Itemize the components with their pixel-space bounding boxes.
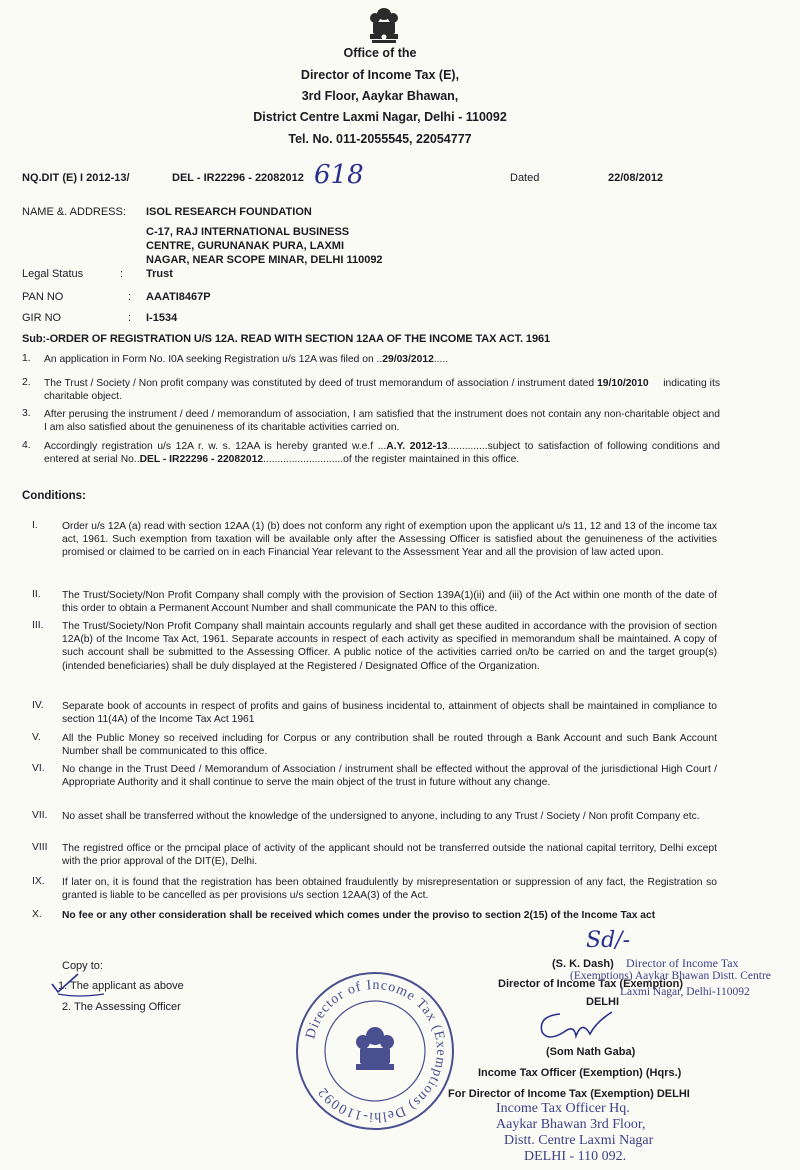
filing-date: 29/03/2012	[382, 354, 434, 365]
condition-number: I.	[32, 520, 38, 531]
handwritten-tick-icon	[48, 970, 108, 1000]
office-heading-line2: Director of Income Tax (E),	[300, 68, 460, 82]
subject-line: Sub:-ORDER OF REGISTRATION U/S 12A. READ WITH SECTION 12AA OF THE INCOME TAX ACT. 1961	[22, 333, 550, 345]
office-heading: Office of the	[343, 46, 417, 60]
point-number: 1.	[22, 353, 31, 364]
condition-number: X.	[32, 909, 42, 920]
director-stamp: Laxmi Nagar, Delhi-110092	[620, 986, 750, 998]
ito-stamp: Aaykar Bhawan 3rd Floor,	[496, 1117, 646, 1132]
condition-1: Order u/s 12A (a) read with section 12AA (1) (b) does not conform any right of exemption upon the applicant u/s 11, 12 and 13 of the income tax act, 1961. Such exemption from taxation will be available only after the Assessing Officer is satisfied about the genuineness of the activities promised or claimed to be carried on in each Financial Year relevant to the Assessment Year and all the provision of law acted upon.	[62, 521, 717, 559]
legal-status-value: Trust	[146, 268, 173, 280]
round-seal-icon	[290, 966, 460, 1136]
dated-label: Dated	[510, 172, 540, 184]
condition-7: No asset shall be transferred without the knowledge of the undersigned to anyone, including to any Trust / Society / Non profit Company etc.	[62, 811, 700, 822]
address-line-3: NAGAR, NEAR SCOPE MINAR, DELHI 110092	[146, 254, 383, 266]
director-stamp: Director of Income Tax	[626, 956, 739, 970]
address-line-1: C-17, RAJ INTERNATIONAL BUSINESS	[146, 226, 350, 238]
ref-code: DEL - IR22296 - 22082012	[172, 172, 304, 184]
office-address: District Centre Laxmi Nagar, Delhi - 110092	[253, 110, 507, 124]
legal-status-label: Legal Status	[22, 268, 84, 280]
condition-number: VI.	[32, 763, 45, 774]
point-number: 4.	[22, 440, 31, 451]
condition-number: VIII	[32, 842, 48, 853]
handwritten-number: 618	[314, 160, 364, 190]
gir-value: I-1534	[146, 312, 178, 324]
pan-value: AAATI8467P	[146, 291, 211, 303]
conditions-heading: Conditions:	[22, 490, 86, 502]
officer-title: Income Tax Officer (Exemption) (Hqrs.)	[478, 1067, 682, 1079]
address-line-2: CENTRE, GURUNANAK PURA, LAXMI	[146, 240, 344, 252]
register-serial: DEL - IR22296 - 22082012	[139, 454, 264, 466]
condition-number: V.	[32, 732, 41, 743]
signature-sd: Sd/-	[586, 928, 630, 953]
condition-number: VII.	[32, 810, 48, 821]
point-4: Accordingly registration u/s 12A r. w. s. 12AA is hereby granted w.e.f ...A.Y. 2012-13..............subject to satisfaction of following conditions and entered at serial No..DEL - IR22296 - 22082012............................of the register maintained in this office.	[44, 441, 720, 466]
ito-stamp: DELHI - 110 092.	[524, 1149, 627, 1164]
ito-stamp: Income Tax Officer Hq.	[496, 1101, 630, 1116]
seal-text: Director of Income Tax (Exemptions) Delhi-110092	[303, 977, 449, 1125]
ref-number: NQ.DIT (E) I 2012-13/	[22, 172, 130, 184]
director-stamp: (Exemptions) Aaykar Bhawan Distt. Centre	[570, 970, 771, 982]
condition-5: All the Public Money so received including for Corpus or any contribution shall be routed through a Bank Account and such Bank Account Number shall be communicated to this office.	[62, 733, 717, 758]
condition-number: III.	[32, 620, 44, 631]
condition-2: The Trust/Society/Non Profit Company shall comply with the provision of Section 139A(1)(ii) and (iii) of the Act within one month of the date of this order to obtain a Permanent Account Number and shall communicate the PAN to this office.	[62, 590, 717, 615]
copy-to-heading: Copy to:	[62, 960, 103, 972]
point-number: 2.	[22, 377, 31, 388]
for-director-line: For Director of Income Tax (Exemption) DELHI	[448, 1088, 690, 1100]
copy-item-1: 1. The applicant as above	[58, 980, 184, 992]
signatory-title: Director of Income Tax (Exemption)	[498, 978, 683, 990]
order-date: 22/08/2012	[608, 172, 664, 184]
signatory-city: DELHI	[586, 996, 619, 1008]
ito-stamp: Distt. Centre Laxmi Nagar	[504, 1133, 654, 1148]
condition-3: The Trust/Society/Non Profit Company shall maintain accounts regularly and shall get these audited in accordance with the provision of section 12A(b) of the Income Tax Act, 1961. Separate accounts in respect of each activity as specified in memorandum shall be maintained. A copy of such account shall be submitted to the Assessing Officer. A public notice of the activities carried on/to be carried on and the target group(s) (intended beneficiaries) shall be duly displayed at the Registered / Designated Office of the Organization.	[62, 621, 717, 672]
point-1: An application in Form No. I0A seeking Registration u/s 12A was filed on ..29/03/2012.....	[44, 354, 449, 365]
point-2: The Trust / Society / Non profit company was constituted by deed of trust memorandum of association / instrument dated 19/10/2010 indicating its charitable object.	[44, 378, 720, 403]
name-address-label: NAME &. ADDRESS:	[22, 206, 126, 218]
condition-number: IV.	[32, 700, 44, 711]
signatory-name: (S. K. Dash)	[552, 958, 614, 970]
copy-item-2: 2. The Assessing Officer	[62, 1001, 181, 1013]
colon: :	[128, 312, 132, 324]
deed-date: 19/10/2010	[597, 378, 649, 389]
condition-8: The registred office or the prncipal place of activity of the applicant should not be transferred outside the national capital territory, Delhi except with the prior approval of the DIT(E), Delhi.	[62, 843, 717, 868]
assessment-year: A.Y. 2012-13	[386, 441, 448, 452]
office-heading-line3: 3rd Floor, Aaykar Bhawan,	[301, 89, 459, 103]
point-number: 3.	[22, 408, 31, 419]
condition-4: Separate book of accounts in respect of profits and gains of business incidental to, attainment of objects shall be maintained in compliance to section 11(4A) of the Income Tax Act 1961	[62, 701, 717, 726]
condition-number: IX.	[32, 876, 45, 887]
condition-number: II.	[32, 589, 41, 600]
colon: :	[128, 291, 132, 303]
condition-10: No fee or any other consideration shall be received which comes under the proviso to section 2(15) of the Income Tax act	[62, 910, 656, 921]
point-3: After perusing the instrument / deed / memorandum of association, I am satisfied that the instrument does not contain any non-charitable object and I am also satisfied about the genuineness of its charitable activities carried on.	[44, 409, 720, 434]
condition-6: No change in the Trust Deed / Memorandum of Association / instrument shall be effected without the approval of the jurisdictional High Court / Appropriate Authority and it shall continue to serve the main object of the trust in future without any change.	[62, 764, 717, 789]
gir-label: GIR NO	[22, 312, 62, 324]
applicant-name: ISOL RESEARCH FOUNDATION	[146, 206, 312, 218]
office-phone: Tel. No. 011-2055545, 22054777	[288, 132, 472, 146]
condition-9: If later on, it is found that the registration has been obtained fraudulently by misrepresentation or suppression of any fact, the Registration so granted is liable to be cancelled as per provisions u/s section 12AA(3) of the Act.	[62, 877, 717, 902]
national-emblem-icon	[362, 4, 406, 48]
pan-label: PAN NO	[22, 291, 64, 303]
signature-scribble-icon	[530, 1006, 620, 1046]
officer-name: (Som Nath Gaba)	[546, 1046, 636, 1058]
colon: :	[120, 268, 124, 280]
